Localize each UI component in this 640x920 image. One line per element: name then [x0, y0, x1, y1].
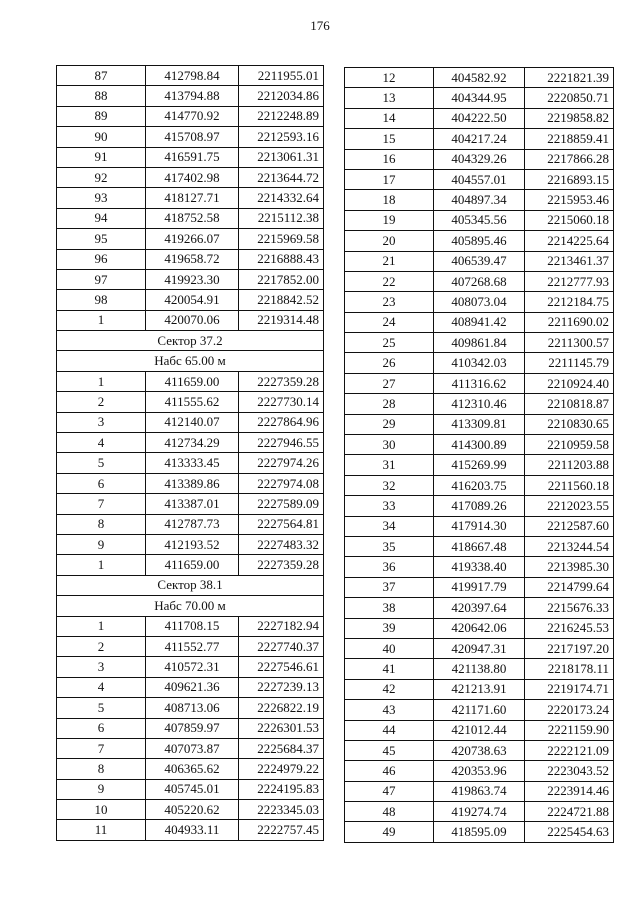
table-row [57, 473, 324, 493]
sector-height: Набс 65.00 м [57, 351, 324, 371]
y-coordinate-cell: 2211145.79 [525, 353, 614, 373]
point-number-cell: 46 [345, 761, 434, 781]
y-coordinate-cell: 2225684.37 [239, 738, 324, 758]
table-row [345, 496, 614, 516]
table-row [345, 536, 614, 556]
table-row [345, 720, 614, 740]
table-row [57, 759, 324, 779]
table-row [345, 638, 614, 658]
y-coordinate-cell: 2215969.58 [239, 229, 324, 249]
y-coordinate-cell: 2215060.18 [525, 210, 614, 230]
point-number-cell: 9 [57, 779, 146, 799]
point-number-cell: 6 [57, 718, 146, 738]
x-coordinate-cell: 421012.44 [434, 720, 525, 740]
table-row [345, 353, 614, 373]
table-row [345, 822, 614, 842]
y-coordinate-cell: 2226301.53 [239, 718, 324, 738]
x-coordinate-cell: 421213.91 [434, 679, 525, 699]
sector-height: Набс 70.00 м [57, 596, 324, 616]
table-row [345, 169, 614, 189]
x-coordinate-cell: 405220.62 [146, 800, 239, 820]
table-row [57, 820, 324, 840]
point-number-cell: 2 [57, 636, 146, 656]
table-row [57, 392, 324, 412]
y-coordinate-cell: 2213061.31 [239, 147, 324, 167]
sector-title-row [57, 331, 324, 351]
point-number-cell: 2 [57, 392, 146, 412]
point-number-cell: 12 [345, 68, 434, 88]
x-coordinate-cell: 409861.84 [434, 333, 525, 353]
x-coordinate-cell: 412787.73 [146, 514, 239, 534]
point-number-cell: 21 [345, 251, 434, 271]
x-coordinate-cell: 407073.87 [146, 738, 239, 758]
x-coordinate-cell: 413794.88 [146, 86, 239, 106]
y-coordinate-cell: 2227546.61 [239, 657, 324, 677]
point-number-cell: 95 [57, 229, 146, 249]
point-number-cell: 40 [345, 638, 434, 658]
y-coordinate-cell: 2223043.52 [525, 761, 614, 781]
x-coordinate-cell: 404217.24 [434, 129, 525, 149]
y-coordinate-cell: 2217197.20 [525, 638, 614, 658]
point-number-cell: 92 [57, 167, 146, 187]
y-coordinate-cell: 2227589.09 [239, 494, 324, 514]
table-row [57, 86, 324, 106]
y-coordinate-cell: 2217852.00 [239, 269, 324, 289]
x-coordinate-cell: 418595.09 [434, 822, 525, 842]
y-coordinate-cell: 2219174.71 [525, 679, 614, 699]
point-number-cell: 14 [345, 108, 434, 128]
table-row [345, 394, 614, 414]
table-row [57, 698, 324, 718]
table-row [57, 616, 324, 636]
x-coordinate-cell: 420054.91 [146, 290, 239, 310]
y-coordinate-cell: 2222121.09 [525, 740, 614, 760]
point-number-cell: 27 [345, 373, 434, 393]
point-number-cell: 13 [345, 88, 434, 108]
y-coordinate-cell: 2215676.33 [525, 598, 614, 618]
table-row [345, 475, 614, 495]
sector-title: Сектор 37.2 [57, 331, 324, 351]
y-coordinate-cell: 2211690.02 [525, 312, 614, 332]
point-number-cell: 90 [57, 127, 146, 147]
point-number-cell: 5 [57, 453, 146, 473]
point-number-cell: 35 [345, 536, 434, 556]
x-coordinate-cell: 404222.50 [434, 108, 525, 128]
x-coordinate-cell: 419658.72 [146, 249, 239, 269]
y-coordinate-cell: 2227974.26 [239, 453, 324, 473]
y-coordinate-cell: 2217866.28 [525, 149, 614, 169]
y-coordinate-cell: 2227864.96 [239, 412, 324, 432]
y-coordinate-cell: 2227946.55 [239, 433, 324, 453]
table-row [57, 188, 324, 208]
point-number-cell: 1 [57, 371, 146, 391]
point-number-cell: 97 [57, 269, 146, 289]
table-row [345, 312, 614, 332]
x-coordinate-cell: 418667.48 [434, 536, 525, 556]
x-coordinate-cell: 404582.92 [434, 68, 525, 88]
table-row [345, 700, 614, 720]
y-coordinate-cell: 2227182.94 [239, 616, 324, 636]
x-coordinate-cell: 416591.75 [146, 147, 239, 167]
y-coordinate-cell: 2224979.22 [239, 759, 324, 779]
table-row [57, 412, 324, 432]
y-coordinate-cell: 2218178.11 [525, 659, 614, 679]
point-number-cell: 17 [345, 169, 434, 189]
table-row [345, 455, 614, 475]
table-row [345, 68, 614, 88]
y-coordinate-cell: 2227564.81 [239, 514, 324, 534]
x-coordinate-cell: 421171.60 [434, 700, 525, 720]
table-row [345, 659, 614, 679]
x-coordinate-cell: 420947.31 [434, 638, 525, 658]
table-row [57, 66, 324, 86]
point-number-cell: 94 [57, 208, 146, 228]
left-coordinates-table [56, 65, 324, 841]
table-row [57, 269, 324, 289]
point-number-cell: 96 [57, 249, 146, 269]
table-row [345, 740, 614, 760]
point-number-cell: 24 [345, 312, 434, 332]
point-number-cell: 45 [345, 740, 434, 760]
x-coordinate-cell: 419863.74 [434, 781, 525, 801]
y-coordinate-cell: 2212023.55 [525, 496, 614, 516]
y-coordinate-cell: 2212034.86 [239, 86, 324, 106]
y-coordinate-cell: 2215112.38 [239, 208, 324, 228]
x-coordinate-cell: 412310.46 [434, 394, 525, 414]
x-coordinate-cell: 412140.07 [146, 412, 239, 432]
x-coordinate-cell: 411552.77 [146, 636, 239, 656]
point-number-cell: 5 [57, 698, 146, 718]
x-coordinate-cell: 410342.03 [434, 353, 525, 373]
y-coordinate-cell: 2216888.43 [239, 249, 324, 269]
point-number-cell: 29 [345, 414, 434, 434]
x-coordinate-cell: 412193.52 [146, 534, 239, 554]
y-coordinate-cell: 2226822.19 [239, 698, 324, 718]
table-row [57, 127, 324, 147]
y-coordinate-cell: 2227239.13 [239, 677, 324, 697]
point-number-cell: 93 [57, 188, 146, 208]
table-row [57, 290, 324, 310]
point-number-cell: 1 [57, 555, 146, 575]
x-coordinate-cell: 420397.64 [434, 598, 525, 618]
point-number-cell: 33 [345, 496, 434, 516]
table-row [345, 761, 614, 781]
table-row [345, 679, 614, 699]
y-coordinate-cell: 2218859.41 [525, 129, 614, 149]
point-number-cell: 19 [345, 210, 434, 230]
x-coordinate-cell: 404329.26 [434, 149, 525, 169]
y-coordinate-cell: 2219314.48 [239, 310, 324, 330]
table-row [57, 208, 324, 228]
table-row [345, 129, 614, 149]
table-row [57, 229, 324, 249]
x-coordinate-cell: 404557.01 [434, 169, 525, 189]
table-row [57, 433, 324, 453]
table-row [345, 435, 614, 455]
x-coordinate-cell: 413309.81 [434, 414, 525, 434]
x-coordinate-cell: 419338.40 [434, 557, 525, 577]
x-coordinate-cell: 418127.71 [146, 188, 239, 208]
point-number-cell: 23 [345, 292, 434, 312]
table-row [57, 718, 324, 738]
y-coordinate-cell: 2220173.24 [525, 700, 614, 720]
x-coordinate-cell: 419266.07 [146, 229, 239, 249]
y-coordinate-cell: 2212777.93 [525, 271, 614, 291]
x-coordinate-cell: 413387.01 [146, 494, 239, 514]
table-row [57, 800, 324, 820]
y-coordinate-cell: 2213644.72 [239, 167, 324, 187]
point-number-cell: 22 [345, 271, 434, 291]
x-coordinate-cell: 413333.45 [146, 453, 239, 473]
table-row [345, 577, 614, 597]
right-coordinates-table [344, 67, 614, 843]
y-coordinate-cell: 2222757.45 [239, 820, 324, 840]
y-coordinate-cell: 2210924.40 [525, 373, 614, 393]
y-coordinate-cell: 2227730.14 [239, 392, 324, 412]
table-row [57, 657, 324, 677]
x-coordinate-cell: 420738.63 [434, 740, 525, 760]
table-row [57, 106, 324, 126]
y-coordinate-cell: 2223914.46 [525, 781, 614, 801]
y-coordinate-cell: 2216245.53 [525, 618, 614, 638]
table-row [345, 108, 614, 128]
point-number-cell: 88 [57, 86, 146, 106]
y-coordinate-cell: 2227483.32 [239, 534, 324, 554]
x-coordinate-cell: 415269.99 [434, 455, 525, 475]
point-number-cell: 44 [345, 720, 434, 740]
y-coordinate-cell: 2224195.83 [239, 779, 324, 799]
point-number-cell: 43 [345, 700, 434, 720]
point-number-cell: 3 [57, 657, 146, 677]
sector-title: Сектор 38.1 [57, 575, 324, 595]
y-coordinate-cell: 2210818.87 [525, 394, 614, 414]
table-row [345, 88, 614, 108]
y-coordinate-cell: 2218842.52 [239, 290, 324, 310]
y-coordinate-cell: 2225454.63 [525, 822, 614, 842]
x-coordinate-cell: 409621.36 [146, 677, 239, 697]
y-coordinate-cell: 2213985.30 [525, 557, 614, 577]
point-number-cell: 49 [345, 822, 434, 842]
y-coordinate-cell: 2227740.37 [239, 636, 324, 656]
table-row [57, 738, 324, 758]
point-number-cell: 32 [345, 475, 434, 495]
point-number-cell: 31 [345, 455, 434, 475]
y-coordinate-cell: 2223345.03 [239, 800, 324, 820]
point-number-cell: 48 [345, 802, 434, 822]
y-coordinate-cell: 2221159.90 [525, 720, 614, 740]
point-number-cell: 1 [57, 310, 146, 330]
point-number-cell: 26 [345, 353, 434, 373]
x-coordinate-cell: 417402.98 [146, 167, 239, 187]
table-row [57, 310, 324, 330]
y-coordinate-cell: 2212593.16 [239, 127, 324, 147]
table-row [345, 251, 614, 271]
point-number-cell: 91 [57, 147, 146, 167]
point-number-cell: 28 [345, 394, 434, 414]
y-coordinate-cell: 2214225.64 [525, 231, 614, 251]
table-row [345, 414, 614, 434]
x-coordinate-cell: 414770.92 [146, 106, 239, 126]
table-row [345, 210, 614, 230]
point-number-cell: 37 [345, 577, 434, 597]
x-coordinate-cell: 405745.01 [146, 779, 239, 799]
y-coordinate-cell: 2224721.88 [525, 802, 614, 822]
x-coordinate-cell: 420642.06 [434, 618, 525, 638]
point-number-cell: 16 [345, 149, 434, 169]
point-number-cell: 11 [57, 820, 146, 840]
x-coordinate-cell: 405345.56 [434, 210, 525, 230]
point-number-cell: 36 [345, 557, 434, 577]
y-coordinate-cell: 2220850.71 [525, 88, 614, 108]
table-row [57, 677, 324, 697]
point-number-cell: 38 [345, 598, 434, 618]
table-row [345, 802, 614, 822]
point-number-cell: 98 [57, 290, 146, 310]
point-number-cell: 18 [345, 190, 434, 210]
x-coordinate-cell: 404933.11 [146, 820, 239, 840]
y-coordinate-cell: 2213461.37 [525, 251, 614, 271]
x-coordinate-cell: 407268.68 [434, 271, 525, 291]
y-coordinate-cell: 2215953.46 [525, 190, 614, 210]
x-coordinate-cell: 417089.26 [434, 496, 525, 516]
x-coordinate-cell: 408713.06 [146, 698, 239, 718]
point-number-cell: 1 [57, 616, 146, 636]
point-number-cell: 15 [345, 129, 434, 149]
x-coordinate-cell: 420070.06 [146, 310, 239, 330]
x-coordinate-cell: 412734.29 [146, 433, 239, 453]
point-number-cell: 10 [57, 800, 146, 820]
x-coordinate-cell: 415708.97 [146, 127, 239, 147]
x-coordinate-cell: 411316.62 [434, 373, 525, 393]
x-coordinate-cell: 414300.89 [434, 435, 525, 455]
x-coordinate-cell: 410572.31 [146, 657, 239, 677]
x-coordinate-cell: 419274.74 [434, 802, 525, 822]
table-row [345, 231, 614, 251]
x-coordinate-cell: 419917.79 [434, 577, 525, 597]
point-number-cell: 4 [57, 677, 146, 697]
x-coordinate-cell: 413389.86 [146, 473, 239, 493]
x-coordinate-cell: 407859.97 [146, 718, 239, 738]
x-coordinate-cell: 405895.46 [434, 231, 525, 251]
table-row [345, 618, 614, 638]
y-coordinate-cell: 2216893.15 [525, 169, 614, 189]
table-row [57, 555, 324, 575]
y-coordinate-cell: 2210959.58 [525, 435, 614, 455]
y-coordinate-cell: 2227974.08 [239, 473, 324, 493]
y-coordinate-cell: 2212184.75 [525, 292, 614, 312]
table-row [57, 636, 324, 656]
x-coordinate-cell: 408073.04 [434, 292, 525, 312]
table-row [345, 516, 614, 536]
table-row [345, 373, 614, 393]
x-coordinate-cell: 404897.34 [434, 190, 525, 210]
x-coordinate-cell: 416203.75 [434, 475, 525, 495]
table-row [57, 167, 324, 187]
point-number-cell: 6 [57, 473, 146, 493]
point-number-cell: 25 [345, 333, 434, 353]
y-coordinate-cell: 2213244.54 [525, 536, 614, 556]
y-coordinate-cell: 2214799.64 [525, 577, 614, 597]
point-number-cell: 30 [345, 435, 434, 455]
y-coordinate-cell: 2210830.65 [525, 414, 614, 434]
point-number-cell: 47 [345, 781, 434, 801]
y-coordinate-cell: 2211203.88 [525, 455, 614, 475]
table-row [57, 453, 324, 473]
y-coordinate-cell: 2221821.39 [525, 68, 614, 88]
x-coordinate-cell: 406365.62 [146, 759, 239, 779]
y-coordinate-cell: 2214332.64 [239, 188, 324, 208]
table-row [57, 534, 324, 554]
x-coordinate-cell: 406539.47 [434, 251, 525, 271]
table-row [345, 190, 614, 210]
y-coordinate-cell: 2212587.60 [525, 516, 614, 536]
x-coordinate-cell: 418752.58 [146, 208, 239, 228]
x-coordinate-cell: 412798.84 [146, 66, 239, 86]
point-number-cell: 8 [57, 514, 146, 534]
y-coordinate-cell: 2211955.01 [239, 66, 324, 86]
y-coordinate-cell: 2227359.28 [239, 555, 324, 575]
table-row [57, 249, 324, 269]
page-number: 176 [310, 18, 330, 33]
point-number-cell: 20 [345, 231, 434, 251]
table-row [345, 598, 614, 618]
table-row [345, 271, 614, 291]
table-row [345, 333, 614, 353]
point-number-cell: 42 [345, 679, 434, 699]
point-number-cell: 89 [57, 106, 146, 126]
point-number-cell: 9 [57, 534, 146, 554]
point-number-cell: 7 [57, 494, 146, 514]
x-coordinate-cell: 419923.30 [146, 269, 239, 289]
sector-height-row [57, 351, 324, 371]
table-row [57, 779, 324, 799]
point-number-cell: 41 [345, 659, 434, 679]
point-number-cell: 4 [57, 433, 146, 453]
table-row [57, 371, 324, 391]
x-coordinate-cell: 408941.42 [434, 312, 525, 332]
y-coordinate-cell: 2219858.82 [525, 108, 614, 128]
y-coordinate-cell: 2212248.89 [239, 106, 324, 126]
table-row [345, 292, 614, 312]
table-row [345, 149, 614, 169]
x-coordinate-cell: 420353.96 [434, 761, 525, 781]
y-coordinate-cell: 2227359.28 [239, 371, 324, 391]
point-number-cell: 87 [57, 66, 146, 86]
x-coordinate-cell: 411708.15 [146, 616, 239, 636]
x-coordinate-cell: 421138.80 [434, 659, 525, 679]
table-row [57, 514, 324, 534]
x-coordinate-cell: 411555.62 [146, 392, 239, 412]
point-number-cell: 3 [57, 412, 146, 432]
table-row [345, 557, 614, 577]
x-coordinate-cell: 417914.30 [434, 516, 525, 536]
table-row [57, 494, 324, 514]
sector-height-row [57, 596, 324, 616]
x-coordinate-cell: 404344.95 [434, 88, 525, 108]
x-coordinate-cell: 411659.00 [146, 371, 239, 391]
point-number-cell: 39 [345, 618, 434, 638]
table-row [345, 781, 614, 801]
point-number-cell: 7 [57, 738, 146, 758]
sector-title-row [57, 575, 324, 595]
table-row [57, 147, 324, 167]
y-coordinate-cell: 2211560.18 [525, 475, 614, 495]
y-coordinate-cell: 2211300.57 [525, 333, 614, 353]
point-number-cell: 34 [345, 516, 434, 536]
x-coordinate-cell: 411659.00 [146, 555, 239, 575]
point-number-cell: 8 [57, 759, 146, 779]
